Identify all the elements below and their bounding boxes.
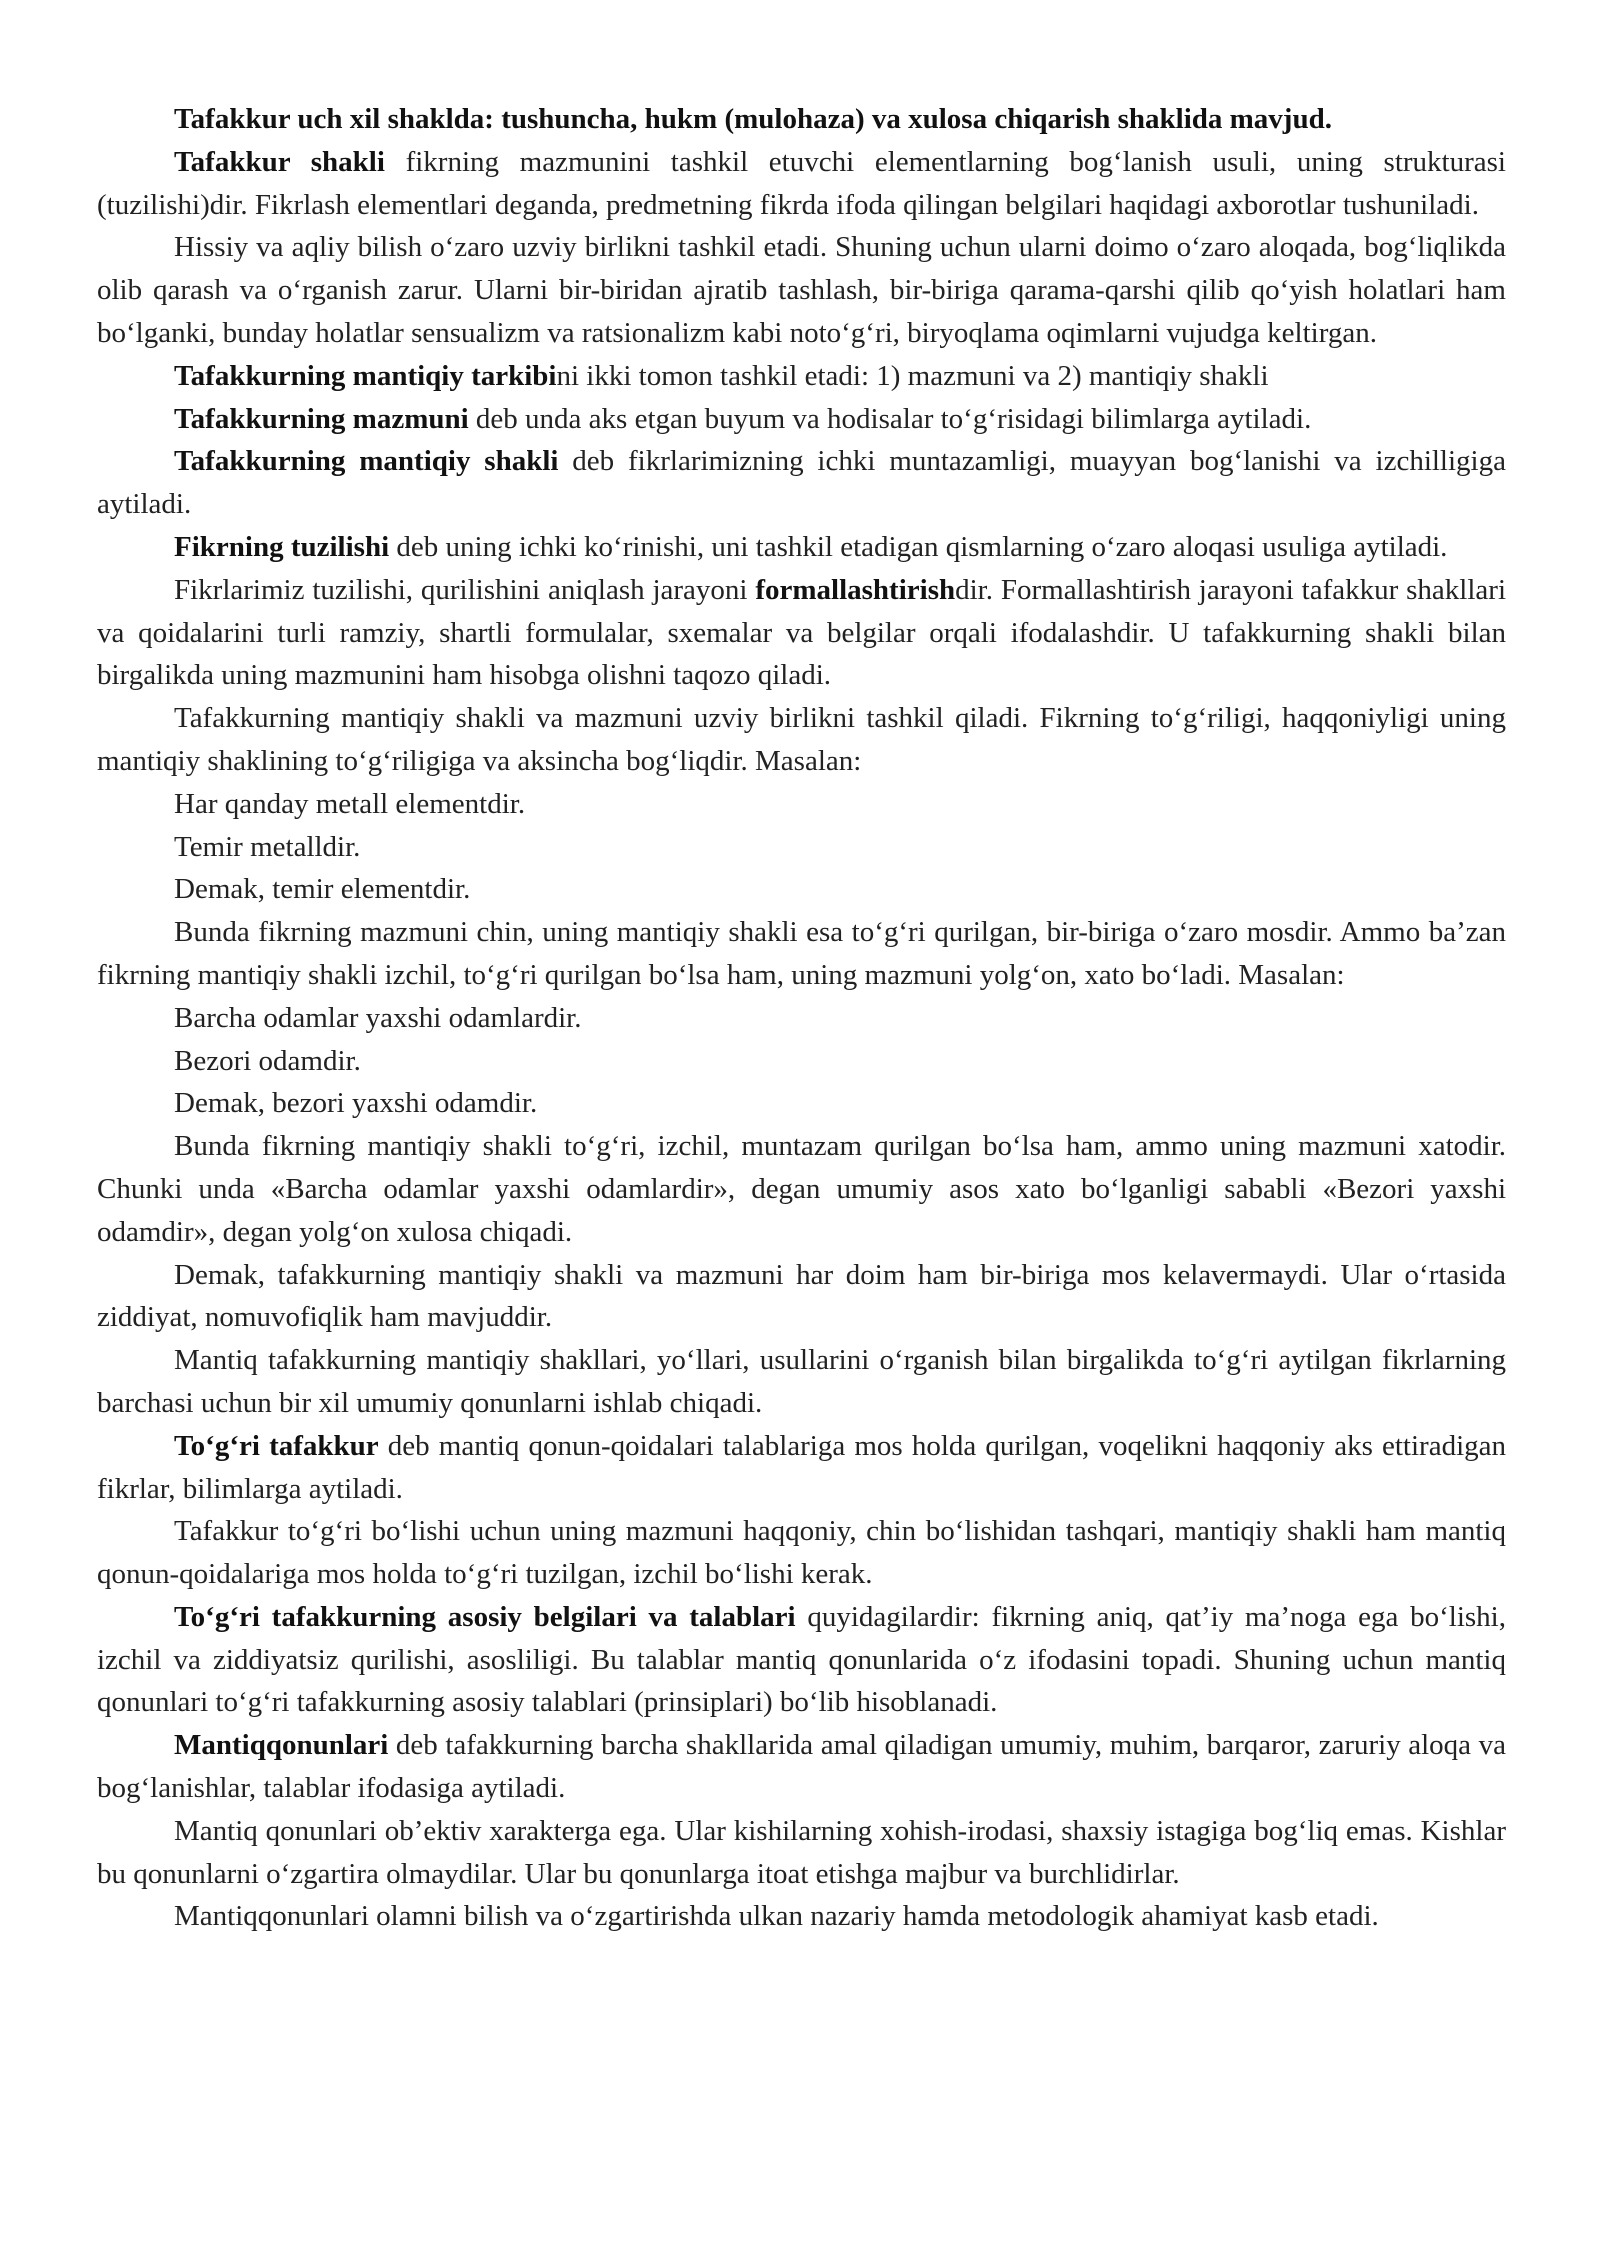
paragraph <box>97 1810 1506 1896</box>
paragraph <box>97 141 1506 227</box>
bold-term: formallashtirish <box>755 573 956 606</box>
bold-term: Fikrning tuzilishi <box>174 530 390 563</box>
paragraph-text: deb fikrlarimizning ichki muntazamligi, muayyan bog‘lanishi va izchilligiga aytiladi. <box>97 445 1506 521</box>
paragraph-text: Tafakkur to‘g‘ri bo‘lishi uchun uning mazmuni haqqoniy, chin bo‘lishidan tashqari, mantiqiy shakli ham mantiq qonun-qoidalariga mos holda to‘g‘ri tuzilgan, izchil bo‘lishi kerak. <box>97 1515 1506 1591</box>
paragraph <box>97 697 1506 783</box>
paragraph-text: quyidagilardir: fikrning aniq, qat’iy ma’noga ega bo‘lishi, izchil va ziddiyatsiz qurilishi, asosliligi. Bu talablar mantiq qonunlarida o‘z ifodasini topadi. Shuning uchun mantiq qonunlari to‘g‘ri tafakkurning asosiy talablari (prinsiplari) bo‘lib hisoblanadi. <box>97 1600 1506 1719</box>
bold-term: Tafakkurning mazmuni <box>174 402 469 435</box>
paragraph-text: Temir metalldir. <box>174 830 361 863</box>
paragraph <box>97 911 1506 997</box>
example-line <box>97 826 1506 869</box>
paragraph-text: Mantiq qonunlari ob’ektiv xarakterga ega. Ular kishilarning xohish-irodasi, shaxsiy istagiga bog‘liq emas. Kishlar bu qonunlarni o‘zgartira olmaydilar. Ular bu qonunlarga itoat etishga majbur va burchlidirlar. <box>97 1814 1506 1890</box>
paragraph-text: Bunda fikrning mantiqiy shakli to‘g‘ri, izchil, muntazam qurilgan bo‘lsa ham, ammo uning mazmuni xatodir. Chunki unda «Barcha odamlar yaxshi odamlardir», degan umumiy asos xato bo‘lganligi sababli «Bezori yaxshi odamdir», degan yolg‘on xulosa chiqadi. <box>97 1130 1506 1248</box>
bold-term: To‘g‘ri tafakkurning asosiy belgilari va talablari <box>174 1600 796 1633</box>
bold-term: Tafakkur uch xil shaklda: tushuncha, hukm (mulohaza) va xulosa chiqarish shaklida mavjud. <box>174 103 1332 135</box>
paragraph-text: Mantiqqonunlari olamni bilish va o‘zgartirishda ulkan nazariy hamda metodologik ahamiyat kasb etadi. <box>174 1900 1379 1933</box>
paragraph <box>97 1895 1506 1938</box>
paragraph <box>97 1254 1506 1340</box>
paragraph-text: Tafakkurning mantiqiy shakli va mazmuni uzviy birlikni tashkil qiladi. Fikrning to‘g‘riligi, haqqoniyligi uning mantiqiy shaklining to‘g‘riligiga va aksincha bog‘liqdir. Masalan: <box>97 702 1506 777</box>
paragraph <box>97 398 1506 441</box>
paragraph <box>97 1510 1506 1596</box>
example-line <box>97 1040 1506 1083</box>
paragraph <box>97 98 1506 141</box>
paragraph-text: Har qanday metall elementdir. <box>174 787 526 820</box>
paragraph-text: Demak, bezori yaxshi odamdir. <box>174 1087 538 1120</box>
paragraph-text: deb mantiq qonun-qoidalari talablariga mos holda qurilgan, voqelikni haqqoniy aks ettiradigan fikrlar, bilimlarga aytiladi. <box>97 1429 1506 1505</box>
paragraph-text: Demak, tafakkurning mantiqiy shakli va mazmuni har doim ham bir-biriga mos kelavermaydi. Ular o‘rtasida ziddiyat, nomuvofiqlik ham mavjuddir. <box>97 1258 1506 1334</box>
example-line <box>97 868 1506 911</box>
paragraph <box>97 440 1506 526</box>
bold-term: Mantiqqonunlari <box>174 1729 389 1762</box>
paragraph-text: Hissiy va aqliy bilish o‘zaro uzviy birlikni tashkil etadi. Shuning uchun ularni doimo o‘zaro aloqada, bog‘liqlikda olib qarash va o‘rganish zarur. Ularni bir-biridan ajratib tashlash, bir-biriga qarama-qarshi qilib qo‘yish holatlari ham bo‘lganki, bunday holatlar sensualizm va ratsionalizm kabi noto‘g‘ri, biryoqlama oqimlarni vujudga keltirgan. <box>97 231 1506 349</box>
bold-term: To‘g‘ri tafakkur <box>174 1429 379 1462</box>
paragraph-text: Barcha odamlar yaxshi odamlardir. <box>174 1001 582 1034</box>
paragraph-text: Fikrlarimiz tuzilishi, qurilishini aniqlash jarayoni <box>174 573 756 606</box>
paragraph <box>97 1125 1506 1253</box>
paragraph-text: dir. Formallashtirish jarayoni tafakkur shakllari va qoidalarini turli ramziy, shartli formulalar, sxemalar va belgilar orqali ifodalashdir. U tafakkurning shakli bilan birgalikda uning mazmunini ham hisobga olishni taqozo qiladi. <box>97 573 1506 692</box>
paragraph-text: Bunda fikrning mazmuni chin, uning mantiqiy shakli esa to‘g‘ri qurilgan, bir-biriga o‘zaro mosdir. Ammo ba’zan fikrning mantiqiy shakli izchil, to‘g‘ri qurilgan bo‘lsa ham, uning mazmuni yolg‘on, xato bo‘ladi. Masalan: <box>97 916 1506 991</box>
paragraph <box>97 355 1506 398</box>
paragraph <box>97 1596 1506 1724</box>
paragraph-text: fikrning mazmunini tashkil etuvchi elementlarning bog‘lanish usuli, uning strukturasi (tuzilishi)dir. Fikrlash elementlari deganda, predmetning fikrda ifoda qilingan belgilari haqidagi axborotlar tushuniladi. <box>97 145 1506 221</box>
bold-term: Tafakkurning mantiqiy tarkibi <box>174 359 557 392</box>
paragraph-text: ni ikki tomon tashkil etadi: 1) mazmuni va 2) mantiqiy shakli <box>556 359 1269 392</box>
paragraph-text: Demak, temir elementdir. <box>174 873 471 906</box>
paragraph-text: Mantiq tafakkurning mantiqiy shakllari, yo‘llari, usullarini o‘rganish bilan birgalikda to‘g‘ri aytilgan fikrlarning barchasi uchun bir xil umumiy qonunlarni ishlab chiqadi. <box>97 1344 1506 1419</box>
paragraph <box>97 226 1506 354</box>
paragraph <box>97 1425 1506 1511</box>
bold-term: Tafakkurning mantiqiy shakli <box>174 445 559 478</box>
paragraph-text: deb unda aks etgan buyum va hodisalar to‘g‘risidagi bilimlarga aytiladi. <box>468 402 1312 435</box>
paragraph <box>97 569 1506 697</box>
paragraph-text: deb tafakkurning barcha shakllarida amal qiladigan umumiy, muhim, barqaror, zaruriy aloqa va bog‘lanishlar, talablar ifodasiga aytiladi. <box>97 1729 1506 1805</box>
paragraph <box>97 1724 1506 1810</box>
paragraph-text: Bezori odamdir. <box>174 1044 361 1077</box>
paragraph <box>97 526 1506 569</box>
paragraph <box>97 1339 1506 1425</box>
example-line <box>97 997 1506 1040</box>
example-line <box>97 783 1506 826</box>
example-line <box>97 1082 1506 1125</box>
bold-term: Tafakkur shakli <box>174 145 385 178</box>
paragraph-text: deb uning ichki ko‘rinishi, uni tashkil etadigan qismlarning o‘zaro aloqasi usuliga aytiladi. <box>389 530 1448 563</box>
